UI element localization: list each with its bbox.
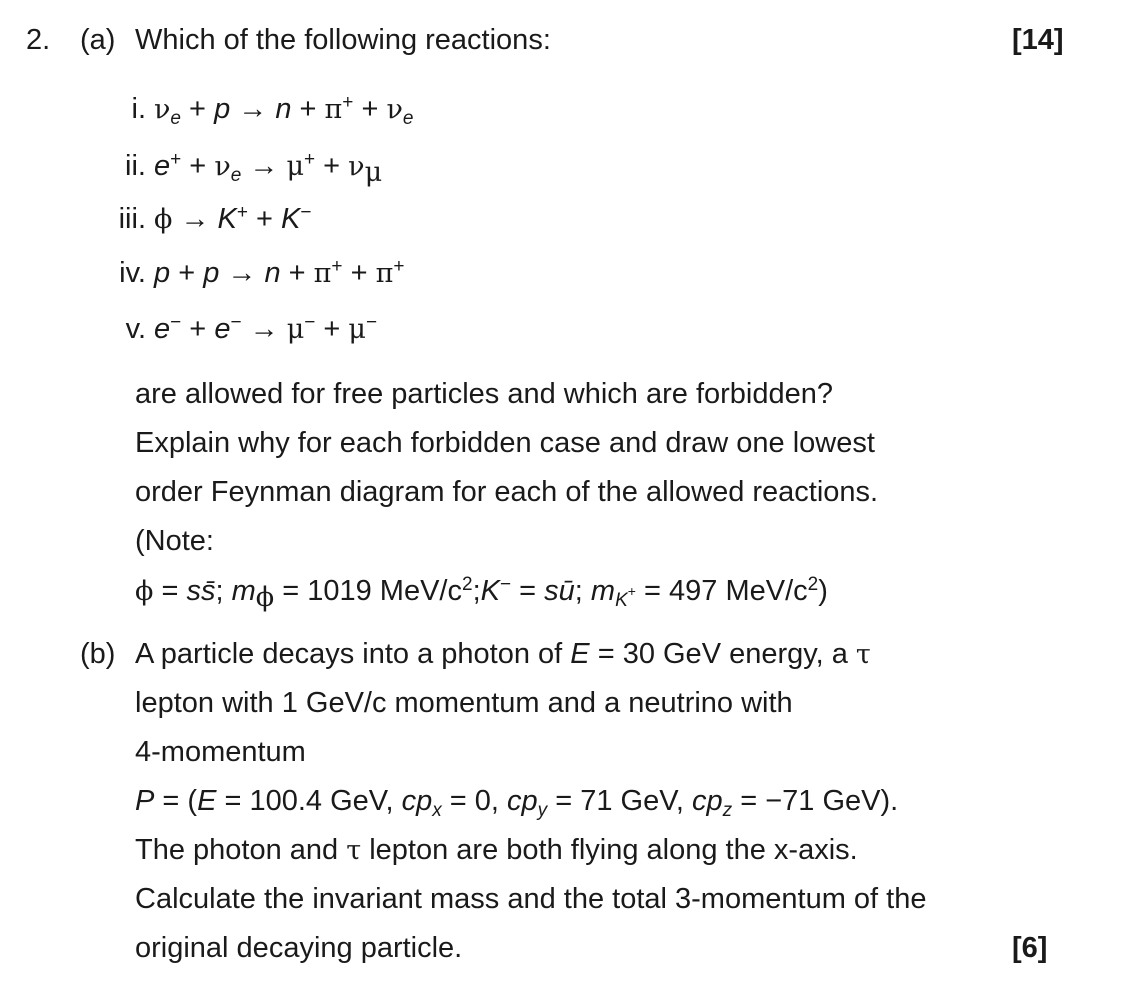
part-b-line: Calculate the invariant mass and the total 3-momentum of the bbox=[135, 883, 927, 915]
reaction-numeral: i. bbox=[131, 93, 146, 125]
reaction-v: v. e− + e− → μ− + μ− bbox=[100, 311, 377, 348]
reaction-ii: ii. $e^+ + \nu_e \to \mu^+ + \nu_\mu$ bbox=[100, 148, 382, 185]
part-b-marks: [6] bbox=[1012, 932, 1048, 964]
part-b-line: original decaying particle. bbox=[135, 932, 463, 964]
part-b-line: A particle decays into a photon of E = 30 GeV energy, a τ bbox=[135, 638, 871, 670]
part-b-line: 4-momentum bbox=[135, 736, 306, 768]
reaction-numeral: v. bbox=[125, 313, 146, 345]
reaction-numeral: iv. bbox=[119, 257, 146, 289]
part-a-marks: [14] bbox=[1012, 24, 1064, 56]
question-number-label: 2. bbox=[26, 24, 51, 56]
reaction-numeral: iii. bbox=[118, 203, 146, 235]
part-a-note: ϕ = ss̄; $m_\phi = 1019$ MeV/$c^2;K^-$ = sū; $m_{K^+} = 497$ MeV/$c^2$) bbox=[135, 574, 828, 613]
reaction-numeral: ii. bbox=[125, 150, 146, 182]
part-a-text-line: order Feynman diagram for each of the allowed reactions. bbox=[135, 476, 879, 508]
part-b-label: (b) bbox=[80, 638, 116, 670]
reaction-iii: iii. ϕ → K+ + K− bbox=[100, 201, 312, 238]
reaction-iv: iv. p + p → n + π+ + π+ bbox=[100, 255, 404, 292]
part-a-stem: Which of the following reactions: bbox=[135, 24, 551, 56]
part-a-text-line: are allowed for free particles and which are forbidden? bbox=[135, 378, 834, 410]
part-a-text-line: Explain why for each forbidden case and draw one lowest bbox=[135, 427, 875, 459]
part-a-label: (a) bbox=[80, 24, 116, 56]
part-a-text-line: (Note: bbox=[135, 525, 214, 557]
part-b-line: The photon and τ lepton are both flying along the x-axis. bbox=[135, 834, 858, 866]
part-b-line: lepton with 1 GeV/c momentum and a neutrino with bbox=[135, 687, 793, 719]
part-b-momentum: P = (E = 100.4 GeV, $cp_x = 0$, $cp_y = 71$ GeV, $cp_z = -71$ GeV). bbox=[135, 785, 899, 821]
reaction-i: i. $\nu_e + p \to n + \pi^+ + \nu_e$ bbox=[100, 91, 413, 128]
